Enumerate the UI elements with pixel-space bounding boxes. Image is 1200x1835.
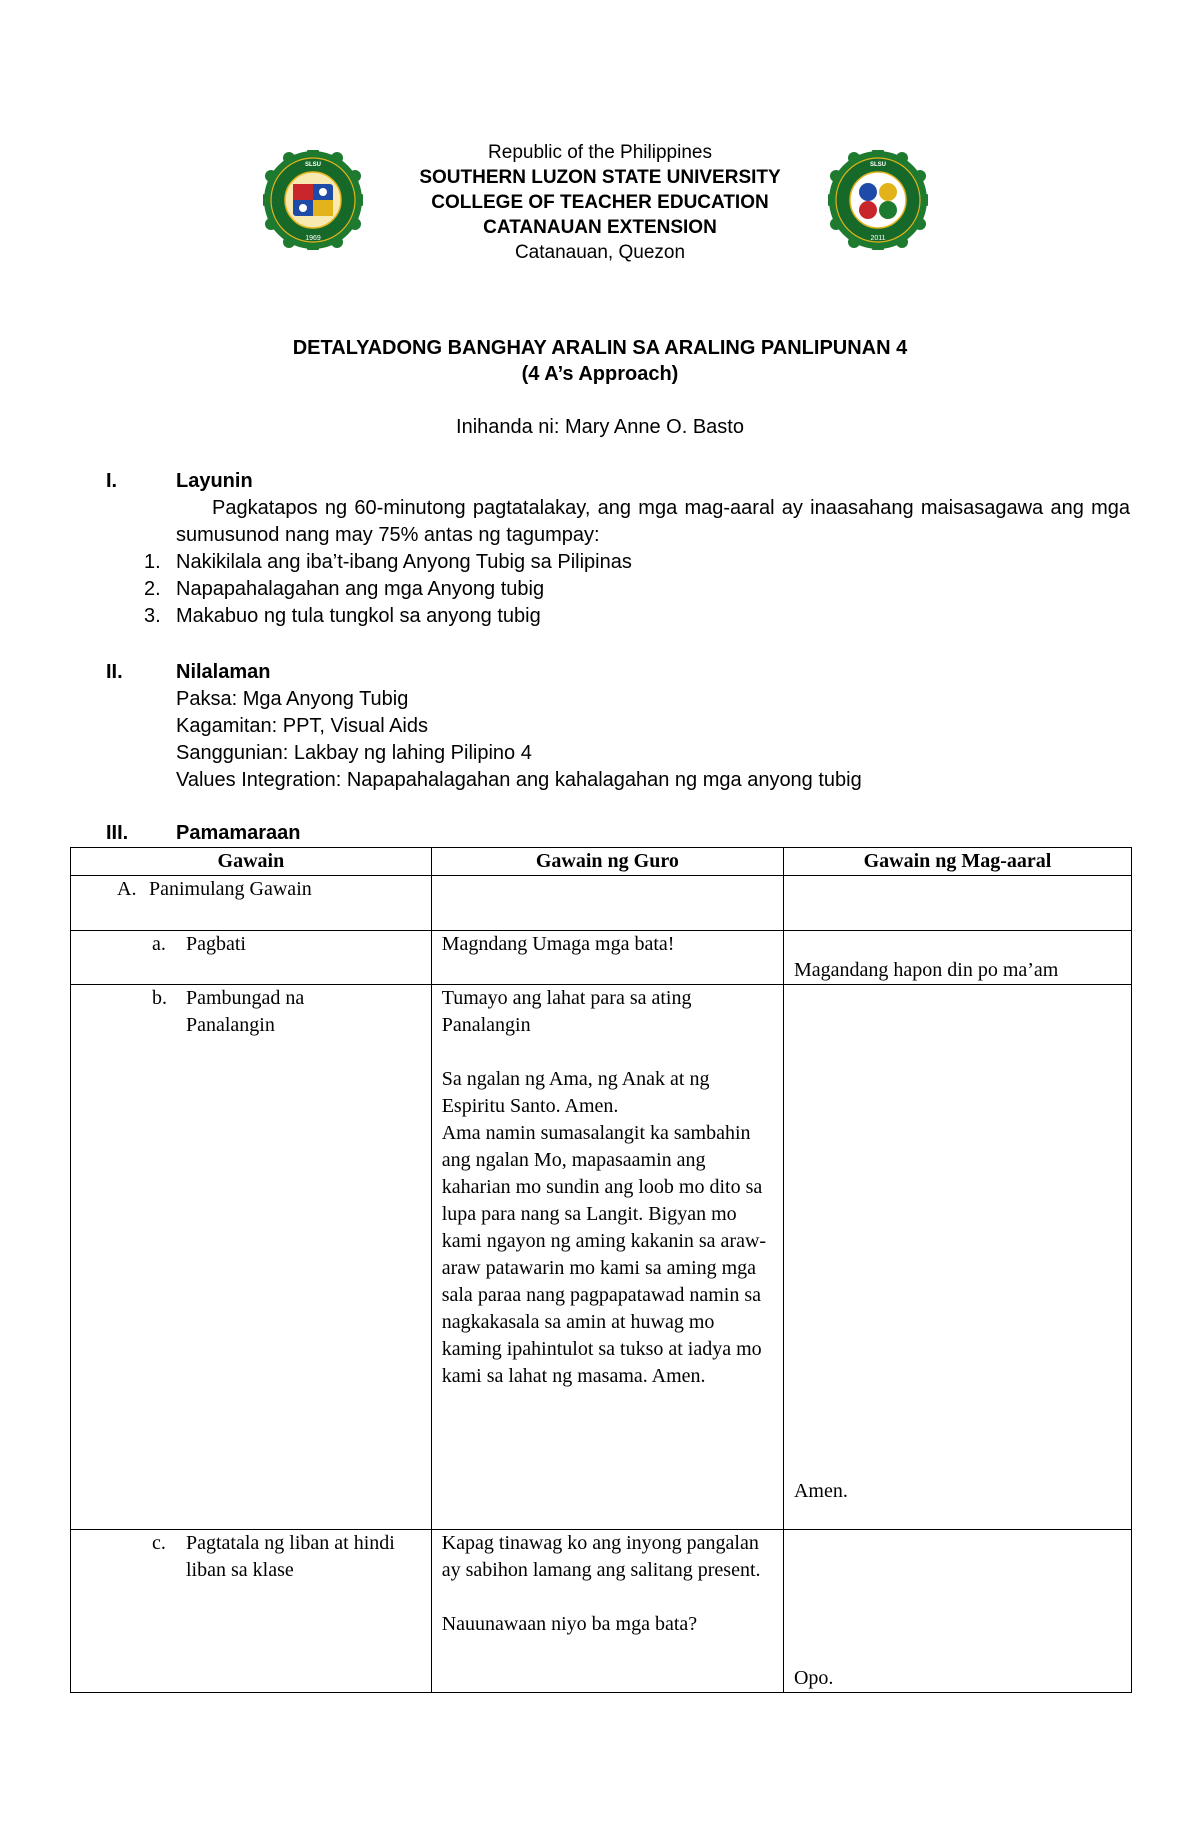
- letterhead: [0, 140, 1200, 265]
- table-header-row: [71, 848, 1132, 876]
- guro-instruction: Tumayo ang lahat para sa ating Panalangin: [441, 987, 692, 1036]
- section-body: [144, 495, 1130, 630]
- section-body: [176, 686, 1130, 794]
- objectives-list: [106, 549, 1130, 630]
- content-sanggunian: Sanggunian: Lakbay ng lahing Pilipino 4: [176, 742, 532, 764]
- row-label-cell: [71, 985, 432, 1530]
- mag-aaral-cell: Opo.: [783, 1530, 1131, 1693]
- prepared-by: Inihanda ni: Mary Anne O. Basto: [456, 416, 744, 438]
- column-header: Gawain ng Mag-aaral: [783, 848, 1131, 876]
- university-name: SOUTHERN LUZON STATE UNIVERSITY: [419, 167, 781, 188]
- table-row: [71, 985, 1132, 1530]
- content-kagamitan: Kagamitan: PPT, Visual Aids: [176, 715, 428, 737]
- campus-location: Catanauan, Quezon: [514, 242, 686, 263]
- seal-left-year: 1969: [305, 235, 321, 242]
- row-letter: c.: [152, 1532, 166, 1554]
- guro-instruction: Kapag tinawag ko ang inyong pangalan ay sabihon lamang ang salitang present.: [441, 1532, 761, 1581]
- table-row: [71, 1530, 1132, 1693]
- section-number: III.: [106, 822, 129, 844]
- column-header: Gawain: [71, 848, 432, 876]
- row-label: Pagbati: [186, 933, 246, 955]
- seal-right-year: 2011: [870, 235, 886, 242]
- table-row: [71, 876, 1132, 931]
- procedure-table: [70, 847, 1132, 1693]
- mag-aaral-cell: Magandang hapon din po ma’am: [783, 931, 1131, 985]
- content-values: Values Integration: Napapahalagahan ang kahalagahan ng mga anyong tubig: [176, 769, 862, 791]
- table-row: [71, 931, 1132, 985]
- seal-left-text: SLSU: [304, 162, 322, 168]
- row-letter: A.: [117, 878, 137, 900]
- section-heading: Nilalaman: [176, 661, 271, 683]
- campus-name: CATANAUAN EXTENSION: [483, 217, 717, 238]
- content-paksa: Paksa: Mga Anyong Tubig: [176, 688, 409, 710]
- mag-aaral-cell: Amen.: [783, 985, 1131, 1530]
- row-label: Panimulang Gawain: [149, 878, 312, 900]
- list-item: 2. Napapahalagahan ang mga Anyong tubig: [144, 578, 545, 600]
- guro-cell: Magndang Umaga mga bata!: [431, 931, 783, 985]
- guro-cell: [431, 1530, 783, 1693]
- list-item: 3. Makabuo ng tula tungkol sa anyong tubig: [144, 605, 541, 627]
- objectives-intro: Pagkatapos ng 60-minutong pagtatalakay, ang mga mag-aaral ay inaasahang maisasagawa ang mga sumusunod nang may 75% antas ng tagumpay:: [176, 497, 1130, 546]
- republic-line: Republic of the Philippines: [488, 142, 712, 163]
- section-number: II.: [106, 661, 123, 683]
- section-heading: Pamamaraan: [176, 822, 301, 844]
- guro-sign-of-cross: Sa ngalan ng Ama, ng Anak at ng Espiritu Santo. Amen.: [441, 1068, 710, 1117]
- guro-question: Nauunawaan niyo ba mga bata?: [441, 1613, 698, 1635]
- column-header: Gawain ng Guro: [431, 848, 783, 876]
- row-label-cell: [71, 1530, 432, 1693]
- row-letter: b.: [152, 987, 167, 1009]
- row-label: Pambungad na Panalangin: [186, 987, 305, 1036]
- title-sub: (4 A’s Approach): [521, 363, 679, 385]
- college-name: COLLEGE OF TEACHER EDUCATION: [431, 192, 769, 213]
- lesson-plan-title: [0, 335, 1200, 387]
- row-label-cell: [71, 931, 432, 985]
- title-main: DETALYADONG BANGHAY ARALIN SA ARALING PANLIPUNAN 4: [292, 337, 908, 359]
- seal-right-text: SLSU: [869, 162, 887, 168]
- row-letter: a.: [152, 933, 166, 955]
- row-label: Pagtatala ng liban at hindi liban sa klase: [186, 1532, 395, 1581]
- guro-prayer: Ama namin sumasalangit ka sambahin ang ngalan Mo, mapasaamin ang kaharian mo sundin ang loob mo dito sa lupa para nang sa Langit. Bigyan mo kami ngayon ng aming kakanin sa araw-araw patawarin mo kami sa aming mga sala paraa nang pagpapatawad namin sa nagkakasala sa amin at huwag mo kaming ipahintulot sa tukso at iadya mo kami sa lahat ng masama. Amen.: [441, 1122, 767, 1387]
- section-number: I.: [106, 470, 118, 492]
- row-label-cell: [71, 876, 432, 931]
- list-item: 1. Nakikilala ang iba’t-ibang Anyong Tubig sa Pilipinas: [144, 551, 632, 573]
- section-heading: Layunin: [176, 470, 253, 492]
- guro-cell: [431, 985, 783, 1530]
